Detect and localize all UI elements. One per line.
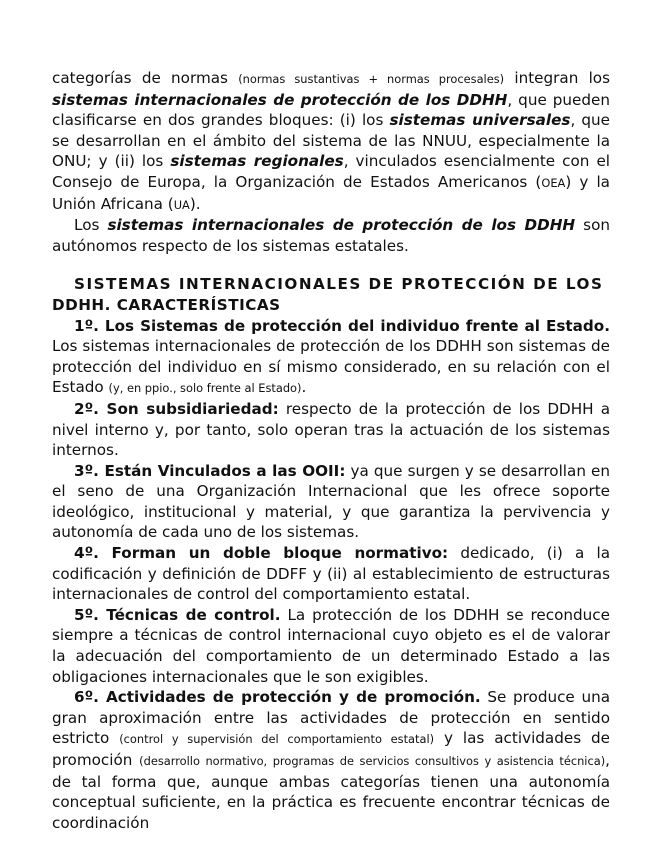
characteristic-item-2 bbox=[52, 399, 610, 461]
small-note: (y, en ppio., solo frente al Estado) bbox=[108, 381, 302, 396]
autonomy-paragraph bbox=[52, 215, 610, 256]
item-title: 1º. Los Sistemas de protección del individuo frente al Estado. bbox=[74, 316, 610, 335]
text-run: , que se desarrollan en el ámbito del sistema de las NNUU, especialmente la ONU; y (ii) los bbox=[52, 111, 611, 171]
item-text: dedicado, (i) a la codificación y definición de DDFF y (ii) al establecimiento de estructuras internacionales de control del comportamiento estatal. bbox=[52, 544, 610, 604]
small-note: UA bbox=[173, 197, 190, 212]
item-text: Se produce una gran aproximación entre las actividades de protección en sentido estricto bbox=[52, 688, 611, 748]
text-run: ) y la Unión Africana ( bbox=[52, 172, 610, 213]
emphasis-term: sistemas internacionales de protección de los DDHH bbox=[107, 216, 576, 235]
heading-line-1: SISTEMAS INTERNACIONALES DE PROTECCIÓN DE LOS bbox=[74, 275, 604, 294]
text-run: integran los bbox=[514, 69, 611, 87]
item-text: La protección de los DDHH se reconduce siempre a técnicas de control internacional cuyo objeto es el de valorar la adecuación del comportamiento de un determinado Estado a las obligaciones internacionales que le son exigibles. bbox=[52, 605, 610, 686]
text-run: Los bbox=[74, 216, 100, 235]
text-run: categorías de normas bbox=[52, 69, 228, 87]
item-title: 6º. Actividades de protección y de promoción. bbox=[74, 688, 481, 707]
characteristic-item-3 bbox=[52, 461, 610, 543]
characteristic-item-4 bbox=[52, 543, 610, 605]
item-title: 4º. Forman un doble bloque normativo: bbox=[74, 544, 449, 563]
intro-paragraph bbox=[52, 68, 610, 215]
emphasis-term: sistemas universales bbox=[389, 111, 571, 130]
item-text: ya que surgen y se desarrollan en el seno de una Organización Internacional que les ofrece soporte ideológico, institucional y material, y que garantiza la pervivencia y autonomía de cada uno de los sistemas. bbox=[52, 461, 611, 542]
text-run: . bbox=[301, 378, 307, 397]
small-note: (desarrollo normativo, programas de servicios consultivos y asistencia técnica) bbox=[139, 754, 606, 768]
text-run: son autónomos respecto de los sistemas estatales. bbox=[52, 216, 611, 255]
small-note: (control y supervisión del comportamiento estatal) bbox=[119, 732, 435, 747]
item-title: 5º. Técnicas de control. bbox=[74, 605, 281, 624]
document-page bbox=[52, 68, 610, 833]
emphasis-term: sistemas regionales bbox=[170, 152, 344, 171]
characteristic-item-6 bbox=[52, 687, 610, 833]
spacer bbox=[52, 256, 610, 274]
item-text: respecto de la protección de los DDHH a nivel interno y, por tanto, solo operan tras la actuación de los sistemas internos. bbox=[52, 399, 610, 460]
item-text: Los sistemas internacionales de protección de los DDHH son sistemas de protección del individuo en sí mismo considerado, en su relación con el Estado bbox=[52, 337, 610, 397]
item-text: , de tal forma que, aunque ambas categorías tienen una autonomía conceptual suficiente, en la práctica es frecuente encontrar técnicas de coordinación bbox=[52, 751, 610, 832]
small-note: (normas sustantivas + normas procesales) bbox=[238, 72, 505, 86]
emphasis-term: sistemas internacionales de protección de los DDHH bbox=[52, 90, 508, 109]
small-note: OEA bbox=[541, 175, 566, 190]
text-run: , vinculados esencialmente con el Consejo de Europa, la Organización de Estados Americanos ( bbox=[52, 152, 611, 191]
heading-line-2: DDHH. CARACTERÍSTICAS bbox=[52, 295, 281, 314]
text-run: , que pueden clasificarse en dos grandes bloques: (i) los bbox=[52, 90, 610, 130]
section-heading bbox=[52, 274, 610, 315]
item-text: y las actividades de promoción bbox=[52, 729, 611, 769]
text-run: ). bbox=[189, 194, 201, 213]
characteristic-item-1 bbox=[52, 316, 610, 399]
characteristic-item-5 bbox=[52, 605, 610, 687]
item-title: 3º. Están Vinculados a las OOII: bbox=[74, 461, 346, 480]
item-title: 2º. Son subsidiariedad: bbox=[74, 399, 279, 418]
